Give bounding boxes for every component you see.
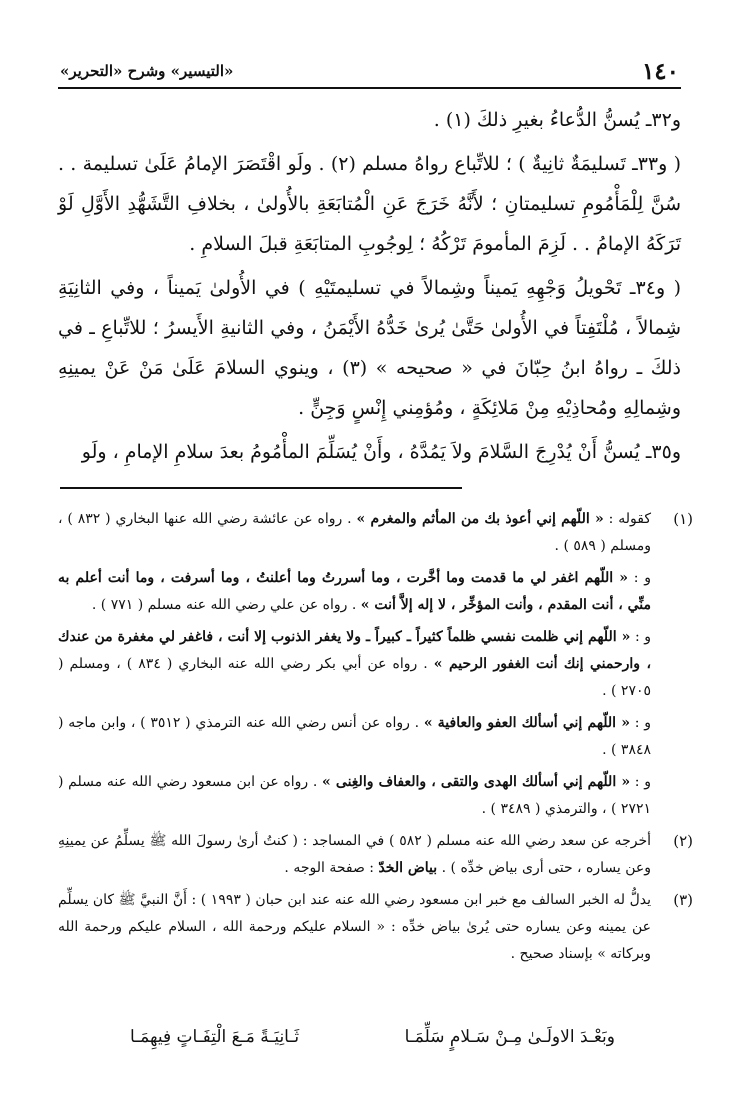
footnotes xyxy=(58,506,693,973)
footnote-3 xyxy=(58,887,693,968)
verse-left-hemistich: ثَـانِيَـةً مَـعَ الْتِفَـاتٍ فِيهِمَـا xyxy=(130,1027,300,1047)
footnote-lead: و : xyxy=(630,774,651,790)
hadith-quote: « اللّهم إني ظلمت نفسي ظلماً كثيراً ـ كبيراً ـ ولا يغفر الذنوب إلا أنت ، فاغفر لي مغفرة من عندك ، وارحمني إنك أنت الغفور الرحيم » xyxy=(58,629,651,672)
footnote-paragraph xyxy=(58,506,651,560)
main-paragraph: و٣٥ـ يُسنُّ أَنْ يُدْرِجَ السَّلامَ ولاَ يَمُدَّهُ ، وأَنْ يُسَلِّمَ المأْمُومُ بعدَ سلامِ الإمامِ ، ولَو xyxy=(81,441,681,463)
footnote-divider xyxy=(60,487,462,489)
glossary-term: بياض الخدّ xyxy=(378,860,438,876)
footnote-lead: و : xyxy=(628,570,651,586)
footnote-paragraph xyxy=(58,565,651,619)
verse-right-hemistich: وبَعْـدَ الاولَـىٰ مِـنْ سَـلامٍ سَلِّمَـا xyxy=(404,1027,615,1047)
running-title: «التيسير» وشرح «التحرير» xyxy=(60,62,234,80)
footnote-1 xyxy=(58,506,693,823)
footnote-paragraph xyxy=(58,769,651,823)
hadith-quote: « اللّهم إني أسألك العفو والعافية » xyxy=(423,715,630,731)
footnote-paragraph xyxy=(58,710,651,764)
footnote-citation: . رواه عن أبي بكر رضي الله عنه البخاري ( ٨٣٤ ) ، ومسلم ( ٢٧٠٥ ) . xyxy=(58,656,651,699)
footnote-citation: . رواه عن علي رضي الله عنه مسلم ( ٧٧١ ) . xyxy=(91,597,361,613)
main-paragraph: و٣٢ـ يُسنُّ الدُّعاءُ بغيرِ ذلكَ (١) . xyxy=(433,109,681,131)
footnote-paragraph xyxy=(58,887,651,968)
hadith-quote: « اللّهم إني أسألك الهدى والتقى ، والعفاف والغِنى » xyxy=(322,774,631,790)
page-number: ١٤٠ xyxy=(641,57,679,85)
main-paragraph: ( و٣٤ـ تَحْويلُ وَجْهِهِ يَميناً وشِمالاً في تسليمتَيْهِ ) في الأُولىٰ يَميناً ، وفي الثانِيَةِ شِمالاً ، مُلْتَفِتاً في الأُولىٰ حَتَّىٰ يُرىٰ خَدُّهُ الأَيْمَنُ ، وفي الثانيةِ الأَيسرُ ؛ للاتِّباعِ ـ في ذلكَ ـ رواهُ ابنُ حِبّانَ في « صحيحه » (٣) ، وينوي السلامَ عَلَىٰ مَنْ عَنْ يمينِهِ وشِمالِهِ ومُحاذِيْهِ مِنْ مَلائِكَةٍ ، ومُؤمِني إِنْسٍ وَجِنٍّ . xyxy=(58,277,682,419)
footnote-lead: كقوله : xyxy=(603,511,651,527)
footnote-marker: (٢) xyxy=(673,832,693,850)
hadith-quote: « اللّهم اغفر لي ما قدمت وما أخَّرت ، وما أسررتُ وما أعلنتُ ، وما أسرفت ، وما أنت أعلم به منِّي ، أنت المقدم ، وأنت المؤخِّر ، لا إله إلاَّ أنت » xyxy=(58,570,651,613)
page-header xyxy=(60,56,679,86)
footnote-paragraph xyxy=(58,624,651,705)
footnote-citation: : صفحة الوجه . xyxy=(284,860,379,876)
footnote-citation: . رواه عن أنس رضي الله عنه الترمذي ( ٣٥١٢ ) ، وابن ماجه ( ٣٨٤٨ ) . xyxy=(58,715,651,758)
footnote-lead: و : xyxy=(630,629,651,645)
footnote-citation: . رواه عن ابن مسعود رضي الله عنه مسلم ( ٢٧٢١ ) ، والترمذي ( ٣٤٨٩ ) . xyxy=(58,774,651,817)
footnote-lead: و : xyxy=(630,715,651,731)
main-paragraph: ( و٣٣ـ تَسليمَةٌ ثانِيةٌ ) ؛ للاتِّباع رواهُ مسلم (٢) . ولَو اقْتَصَرَ الإمامُ عَلَىٰ تسليمة . . سُنَّ لِلْمَأْمُومِ تسليمتانِ ؛ لأَنَّهُ خَرَجَ عَنِ الْمُتابَعَةِ بالأُولىٰ ، بخلافِ التَّشَهُّدِ الأَوَّلِ لَوْ تَرَكَهُ الإمامُ . . لَزِمَ المأمومَ تَرْكُهُ ؛ لِوجُوبِ المتابَعَةِ قبلَ السلامِ . xyxy=(58,153,681,255)
footnote-paragraph xyxy=(58,828,651,882)
footnote-marker: (٣) xyxy=(673,891,693,909)
header-divider xyxy=(58,87,681,89)
poem-verse xyxy=(130,1022,615,1052)
hadith-quote: « اللّهم إني أعوذ بك من المأثم والمغرم » xyxy=(356,511,604,527)
footnote-marker: (١) xyxy=(673,510,693,528)
footnote-citation: . رواه عن عائشة رضي الله عنها البخاري ( ٨٣٢ ) ، ومسلم ( ٥٨٩ ) . xyxy=(58,511,651,554)
footnote-2 xyxy=(58,828,693,882)
footnote-lead: أخرجه عن سعد رضي الله عنه مسلم ( ٥٨٢ ) في المساجد : ( كنتُ أرىٰ رسولَ الله ﷺ يسلِّمُ عن يمينِهِ وعن يساره ، حتى أرى بياض خدِّه ) . xyxy=(58,833,651,876)
footnote-lead: يدلُّ له الخبر السالف مع خبر ابن مسعود رضي الله عنه عند ابن حبان ( ١٩٩٣ ) : أَنَّ النبيَّ ﷺ كان يسلِّم عن يمينه وعن يساره حتى يُرىٰ بياض خدِّه : « السلام عليكم ورحمة الله ، السلام عليكم ورحمة الله وبركاته » بإسناد صحيح . xyxy=(58,892,651,962)
main-text xyxy=(58,100,681,472)
